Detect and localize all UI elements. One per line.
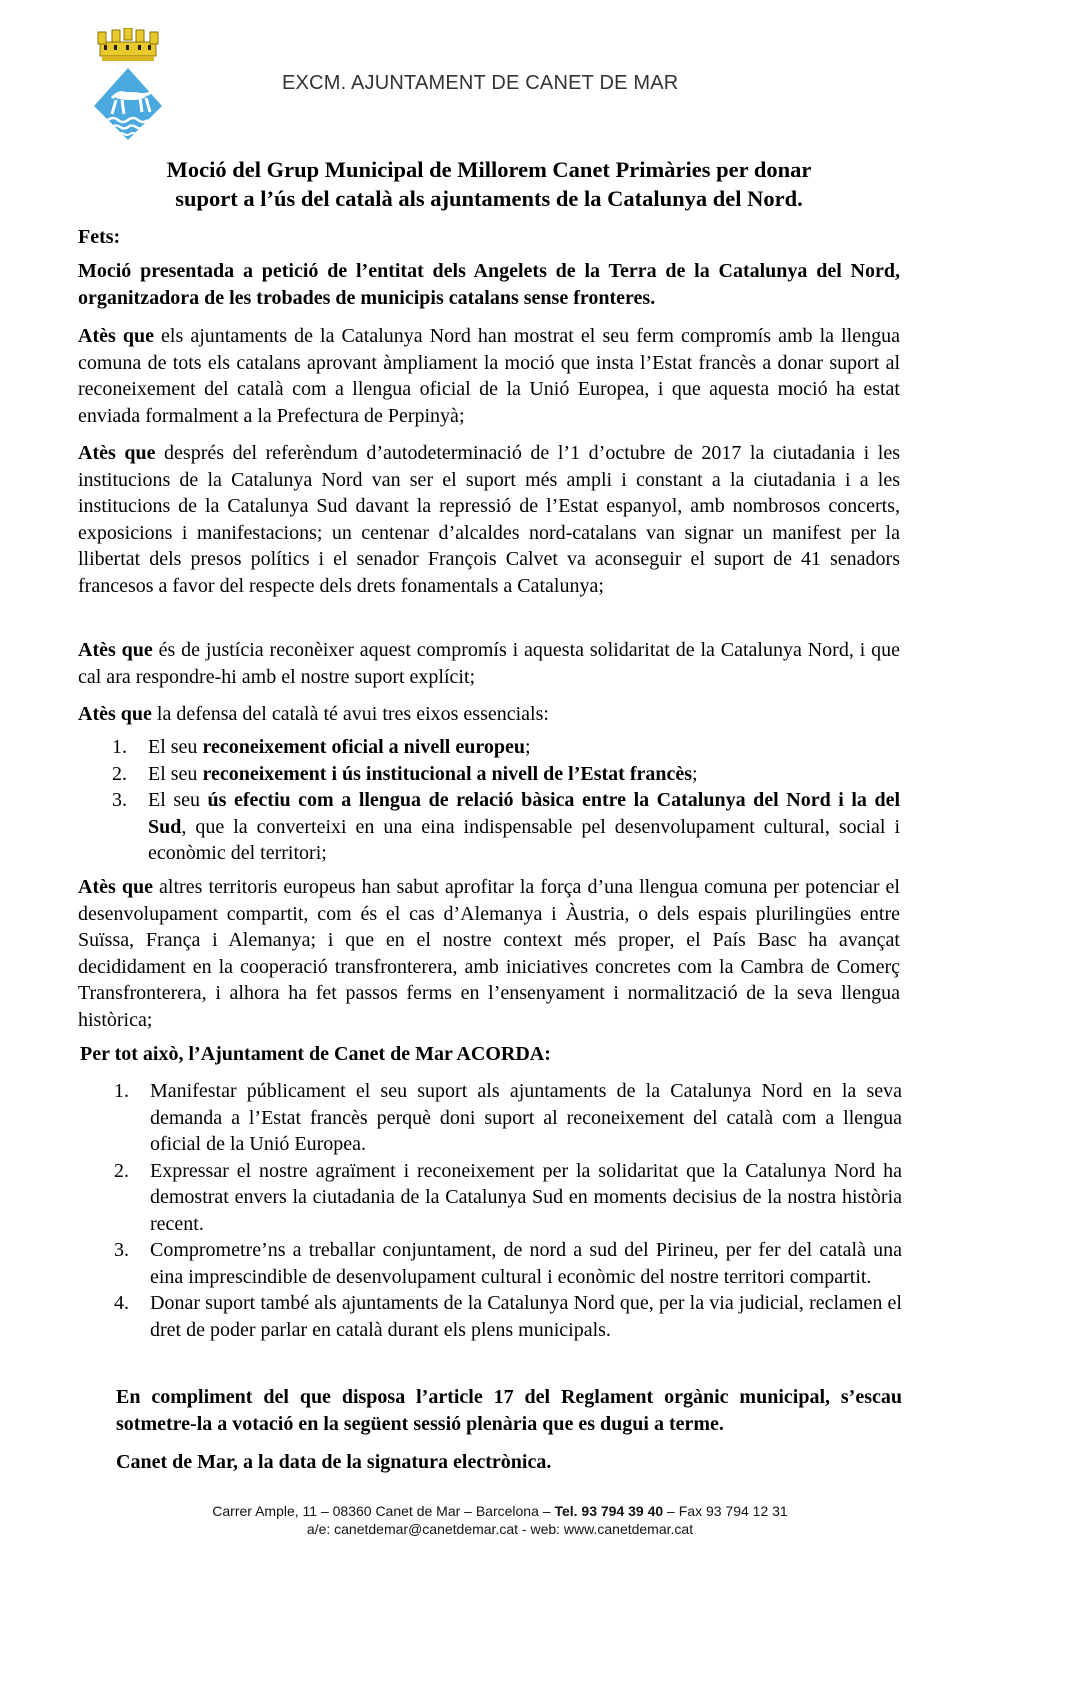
item-bold-text: reconeixement oficial a nivell europeu (202, 736, 525, 758)
paragraph-2 (78, 440, 900, 599)
list-item (114, 1158, 902, 1238)
footer-phone: Tel. 93 794 39 40 (554, 1503, 664, 1519)
paragraph-body: és de justícia reconèixer aquest compromís i aquesta solidaritat de la Catalunya Nord, i que cal ara respondre-hi amb el nostre suport explícit; (78, 639, 900, 688)
paragraph-body: altres territoris europeus han sabut aprofitar la força d’una llengua comuna per potenciar el desenvolupament compartit, com és el cas d’Alemanya i Àustria, o dels espais plurilingües entre Suïssa, França i Alemanya; i que en el nostre context més proper, el País Basc ha avançat decididament en la cooperació transfronterera, amb iniciatives concretes com la Cambra de Comerç Transfronterera, i alhora ha fet passos ferms en l’ensenyament i normalització de la seva llengua històrica; (78, 876, 900, 1031)
paragraph-lead: Atès que (78, 876, 153, 898)
paragraph-body: després del referèndum d’autodeterminació de l’1 d’octubre de 2017 la ciutadania i les institucions de la Catalunya Nord van ser el suport més ampli i constant a la ciutadania i a les institucions de la Catalunya Sud davant la repressió de l’Estat espanyol, amb nombrosos concerts, exposicions i manifestacions; un centenar d’alcaldes nord-catalans van signar un manifest per la llibertat dels presos polítics i el senador François Calvet va aconseguir el suport de 41 senadors francesos a favor del respecte dels drets fonamentals a Catalunya; (78, 442, 900, 597)
paragraph-lead: Atès que (78, 639, 153, 661)
footer-contact: a/e: canetdemar@canetdemar.cat - web: www.canetdemar.cat (306, 1521, 694, 1537)
signature-line: Canet de Mar, a la data de la signatura electrònica. (116, 1451, 552, 1473)
list-item (112, 761, 900, 788)
list-number: 3. (112, 789, 127, 811)
title-line-2: suport a l’ús del català als ajuntaments de la Catalunya del Nord. (175, 186, 803, 211)
paragraph-body: els ajuntaments de la Catalunya Nord han mostrat el seu ferm compromís amb la llengua comuna de tots els catalans aprovant àmpliament la moció que insta l’Estat francès a donar suport al reconeixement del català com a llengua oficial de la Unió Europea, i que aquesta moció ha estat enviada formalment a la Prefectura de Perpinyà; (78, 325, 900, 427)
eixos-list (112, 734, 900, 867)
paragraph-lead: Atès que (78, 703, 152, 725)
item-text: , que la converteixi en una eina indispensable pel desenvolupament cultural, social i econòmic del territori; (148, 815, 900, 864)
list-number: 1. (114, 1080, 129, 1102)
acords-list (114, 1078, 902, 1343)
coat-of-arms-icon (92, 28, 164, 142)
paragraph-lead: Atès que (78, 442, 156, 464)
footer-fax: – Fax 93 794 12 31 (663, 1503, 788, 1519)
item-text: ; (524, 736, 531, 758)
list-item (112, 734, 900, 761)
institution-name: EXCM. AJUNTAMENT DE CANET DE MAR (282, 72, 679, 94)
fets-heading: Fets: (78, 226, 121, 248)
intro-paragraph: Moció presentada a petició de l’entitat dels Angelets de la Terra de la Catalunya del Nord, organitzadora de les trobades de municipis catalans sense fronteres. (78, 260, 900, 309)
list-item (112, 787, 900, 867)
document-title (78, 155, 900, 213)
crown-icon (98, 28, 158, 61)
item-bold-text: reconeixement i ús institucional a nivell de l’Estat francès (202, 762, 693, 785)
item-text: El seu (148, 736, 203, 758)
list-number: 2. (114, 1159, 129, 1182)
title-line-1: Moció del Grup Municipal de Millorem Canet Primàries per donar (166, 157, 812, 182)
paragraph-body: la defensa del català té avui tres eixos essencials: (151, 703, 549, 725)
item-text: Manifestar públicament el seu suport als ajuntaments de la Catalunya Nord en la seva demanda a l’Estat francès perquè doni suport al reconeixement del català com a llengua oficial de la Unió Europea. (150, 1080, 902, 1155)
page-footer (0, 1502, 1000, 1538)
item-text: El seu (148, 789, 208, 811)
list-number: 2. (112, 762, 127, 785)
list-number: 1. (112, 736, 127, 758)
item-bold-text: ús efectiu com a llengua de relació bàsica entre la Catalunya del Nord i la del Sud (148, 789, 901, 838)
item-text: Donar suport també als ajuntaments de la Catalunya Nord que, per la via judicial, reclamen el dret de poder parlar en català durant els plens municipals. (150, 1292, 902, 1341)
paragraph-1 (78, 323, 900, 429)
shield-icon (94, 68, 162, 140)
paragraph-4 (78, 701, 900, 728)
list-number: 3. (114, 1239, 129, 1261)
footer-address-line (0, 1502, 1000, 1520)
item-text: Expressar el nostre agraïment i reconeixement per la solidaritat que la Catalunya Nord ha demostrat envers la ciutadania de la Catalunya Sud en moments decisius de la nostra història recent. (150, 1159, 902, 1235)
paragraph-5 (78, 874, 900, 1033)
acorda-heading: Per tot això, l’Ajuntament de Canet de Mar ACORDA: (80, 1043, 551, 1065)
list-item (114, 1078, 902, 1158)
reglament-paragraph: En compliment del que disposa l’article 17 del Reglament orgànic municipal, s’escau sotmetre-la a votació en la següent sessió plenària que es dugui a terme. (116, 1386, 902, 1435)
footer-address: Carrer Ample, 11 – 08360 Canet de Mar – Barcelona – (212, 1503, 555, 1519)
list-number: 4. (114, 1292, 129, 1314)
item-text: ; (692, 762, 698, 785)
list-item (114, 1290, 902, 1343)
paragraph-3 (78, 637, 900, 690)
item-text: El seu (148, 762, 203, 785)
paragraph-lead: Atès que (78, 325, 154, 347)
list-item (114, 1237, 902, 1290)
item-text: Comprometre’ns a treballar conjuntament, de nord a sud del Pirineu, per fer del català una eina imprescindible de desenvolupament cultural i econòmic del nostre territori compartit. (150, 1239, 902, 1288)
